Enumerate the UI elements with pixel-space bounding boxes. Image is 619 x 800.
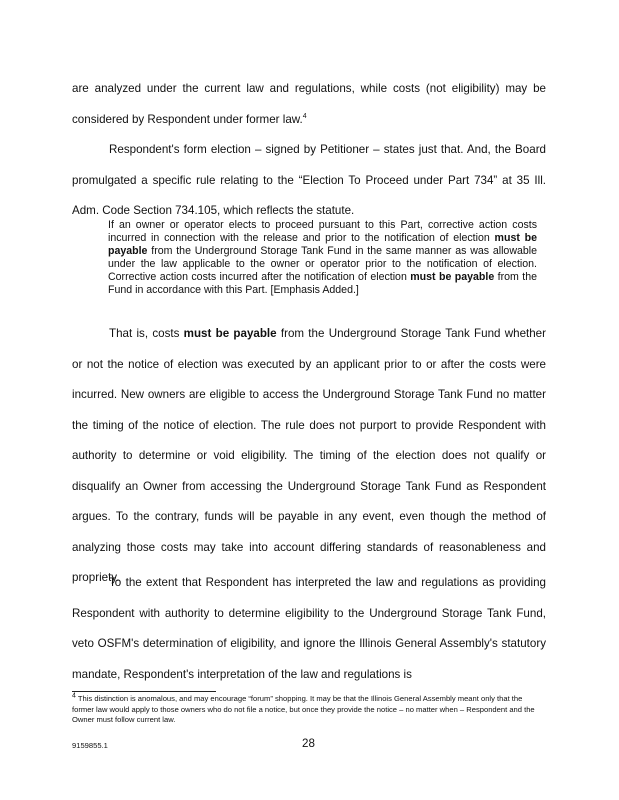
- emphasis: must be payable: [410, 271, 495, 283]
- paragraph-that-is: That is, costs must be payable from the Underground Storage Tank Fund whether or not the notice of election was executed by an applicant prior to or after the costs were incurred. New owners are eligible to access the Underground Storage Tank Fund no matter the timing of the notice of election. The rule does not purport to provide Respondent with authority to determine or void eligibility. The timing of the election does not qualify or disqualify an Owner from accessing the Underground Storage Tank Fund as Respondent argues. To the contrary, funds will be payable in any event, even though the method of analyzing those costs may take into account differing standards of reasonableness and propriety.: [72, 327, 546, 584]
- footnote: [72, 694, 546, 726]
- paragraph-to-the-extent: To the extent that Respondent has interpreted the law and regulations as providing Respondent with authority to determine eligibility to the Underground Storage Tank Fund, veto OSFM's determination of eligibility, and ignore the Illinois General Assembly's statutory mandate, Respondent's interpretation of the law and regulations is: [72, 576, 546, 681]
- footnote-marker: 4: [72, 692, 76, 700]
- emphasis: must be payable: [108, 232, 537, 257]
- footnote-text: This distinction is anomalous, and may encourage “forum” shopping. It may be that the Illinois General Assembly meant only that the former law would apply to those owners who do not file a notice, but once they provide the notice – no matter when – Respondent and the Owner must follow current law.: [72, 694, 535, 724]
- document-number: 9159855.1: [72, 741, 108, 750]
- block-quote: If an owner or operator elects to proceed pursuant to this Part, corrective action costs incurred in connection with the release and prior to the notification of election must be payable from the Underground Storage Tank Fund in the same manner as was allowable under the law applicable to the owner or operator prior to the notification of election. Corrective action costs incurred after the notification of election must be payable from the Fund in accordance with this Part. [Emphasis Added.]: [108, 219, 537, 296]
- footnote-divider: [72, 691, 216, 692]
- page-number: 28: [302, 737, 315, 750]
- paragraph-continuation: [72, 74, 546, 135]
- paragraph-form-election: Respondent's form election – signed by Petitioner – states just that. And, the Board promulgated a specific rule relating to the “Election To Proceed under Part 734” at 35 Ill. Adm. Code Section 734.105, which reflects the statute.: [72, 143, 546, 217]
- emphasis: must be payable: [183, 327, 277, 340]
- paragraph-text: are analyzed under the current law and regulations, while costs (not eligibility) may be considered by Respondent under former law.: [72, 82, 546, 126]
- footnote-reference[interactable]: 4: [302, 112, 307, 120]
